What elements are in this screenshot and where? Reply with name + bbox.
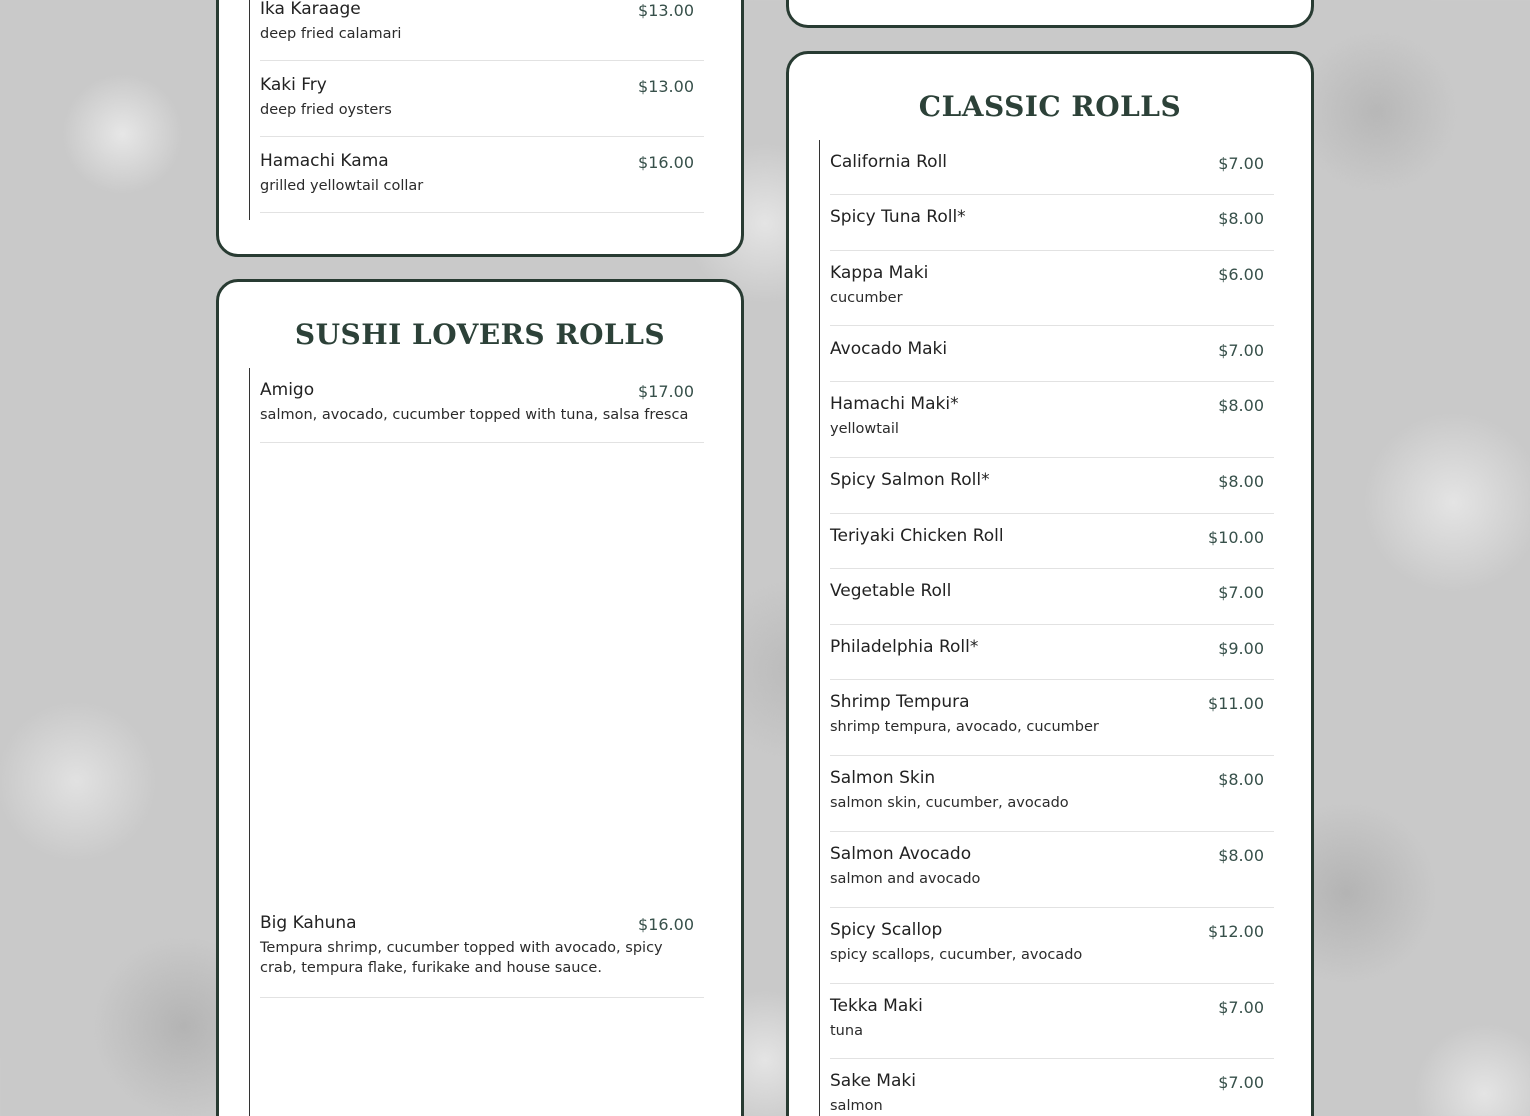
previous-section-card <box>786 0 1314 28</box>
item-name: Ika Karaage <box>260 0 361 19</box>
item-name: Salmon Avocado <box>830 844 972 864</box>
item-name: Sake Maki <box>830 1071 916 1091</box>
item-description: deep fried oysters <box>260 102 392 118</box>
menu-item[interactable] <box>830 768 1274 832</box>
menu-item[interactable] <box>830 263 1274 326</box>
classic-rolls-list <box>819 140 1274 1116</box>
item-name: Big Kahuna <box>260 913 357 933</box>
item-price: $9.00 <box>1218 639 1264 658</box>
item-price: $10.00 <box>1208 528 1264 547</box>
item-name: Tekka Maki <box>830 996 923 1016</box>
item-name: Hamachi Maki* <box>830 394 959 414</box>
menu-item[interactable] <box>830 207 1274 251</box>
item-price: $7.00 <box>1218 1073 1264 1092</box>
item-description: salmon and avocado <box>830 871 981 887</box>
section-title: CLASSIC ROLLS <box>918 90 1182 123</box>
menu-item[interactable] <box>830 152 1274 195</box>
item-description: deep fried calamari <box>260 26 402 42</box>
item-description: cucumber <box>830 290 903 306</box>
item-price: $12.00 <box>1208 922 1264 941</box>
menu-item[interactable] <box>830 692 1274 756</box>
item-name: Spicy Salmon Roll* <box>830 470 990 490</box>
item-price: $16.00 <box>638 915 694 934</box>
menu-item[interactable] <box>830 339 1274 382</box>
item-name: Spicy Tuna Roll* <box>830 207 966 227</box>
item-price: $8.00 <box>1218 472 1264 491</box>
classic-rolls-card <box>786 51 1314 1116</box>
menu-item[interactable] <box>830 581 1274 625</box>
item-price: $7.00 <box>1218 154 1264 173</box>
item-price: $8.00 <box>1218 209 1264 228</box>
item-price: $13.00 <box>638 77 694 96</box>
item-name: Kaki Fry <box>260 75 327 95</box>
item-name: Hamachi Kama <box>260 151 389 171</box>
menu-item[interactable] <box>830 844 1274 908</box>
menu-item[interactable] <box>830 920 1274 984</box>
appetizers-list <box>249 0 704 220</box>
item-name: Kappa Maki <box>830 263 929 283</box>
item-price: $6.00 <box>1218 265 1264 284</box>
menu-item[interactable] <box>830 996 1274 1059</box>
item-name: California Roll <box>830 152 948 172</box>
item-name: Amigo <box>260 380 315 400</box>
item-name: Shrimp Tempura <box>830 692 970 712</box>
item-name: Avocado Maki <box>830 339 948 359</box>
menu-item[interactable] <box>260 0 704 61</box>
item-price: $8.00 <box>1218 770 1264 789</box>
item-price: $13.00 <box>638 1 694 20</box>
item-price: $11.00 <box>1208 694 1264 713</box>
sushi-lovers-list <box>249 368 704 1116</box>
item-price: $16.00 <box>638 153 694 172</box>
menu-item[interactable] <box>830 470 1274 514</box>
item-description: salmon skin, cucumber, avocado <box>830 795 1069 811</box>
item-description: salmon <box>830 1098 883 1114</box>
menu-item[interactable] <box>830 394 1274 458</box>
item-description: shrimp tempura, avocado, cucumber <box>830 719 1099 735</box>
menu-item[interactable] <box>260 380 704 443</box>
item-description: tuna <box>830 1023 863 1039</box>
item-description: spicy scallops, cucumber, avocado <box>830 947 1083 963</box>
sushi-lovers-card <box>216 279 744 1116</box>
item-description: yellowtail <box>830 421 899 437</box>
menu-item[interactable] <box>830 1071 1274 1116</box>
item-name: Teriyaki Chicken Roll <box>830 526 1004 546</box>
menu-item[interactable] <box>830 637 1274 680</box>
menu-item[interactable] <box>260 913 704 998</box>
appetizers-card <box>216 0 744 257</box>
item-description: salmon, avocado, cucumber topped with tuna, salsa fresca <box>260 407 689 423</box>
item-name: Vegetable Roll <box>830 581 952 601</box>
item-name: Spicy Scallop <box>830 920 943 940</box>
item-name: Salmon Skin <box>830 768 936 788</box>
item-name: Philadelphia Roll* <box>830 637 979 657</box>
item-price: $7.00 <box>1218 998 1264 1017</box>
section-title: SUSHI LOVERS ROLLS <box>294 318 666 351</box>
item-price: $8.00 <box>1218 396 1264 415</box>
item-price: $8.00 <box>1218 846 1264 865</box>
item-description: grilled yellowtail collar <box>260 178 424 194</box>
menu-item[interactable] <box>260 75 704 137</box>
item-price: $17.00 <box>638 382 694 401</box>
menu-item[interactable] <box>830 526 1274 569</box>
item-price: $7.00 <box>1218 583 1264 602</box>
item-price: $7.00 <box>1218 341 1264 360</box>
menu-item[interactable] <box>260 151 704 213</box>
item-description: Tempura shrimp, cucumber topped with avocado, spicy crab, tempura flake, furikake and house sauce. <box>260 940 663 976</box>
